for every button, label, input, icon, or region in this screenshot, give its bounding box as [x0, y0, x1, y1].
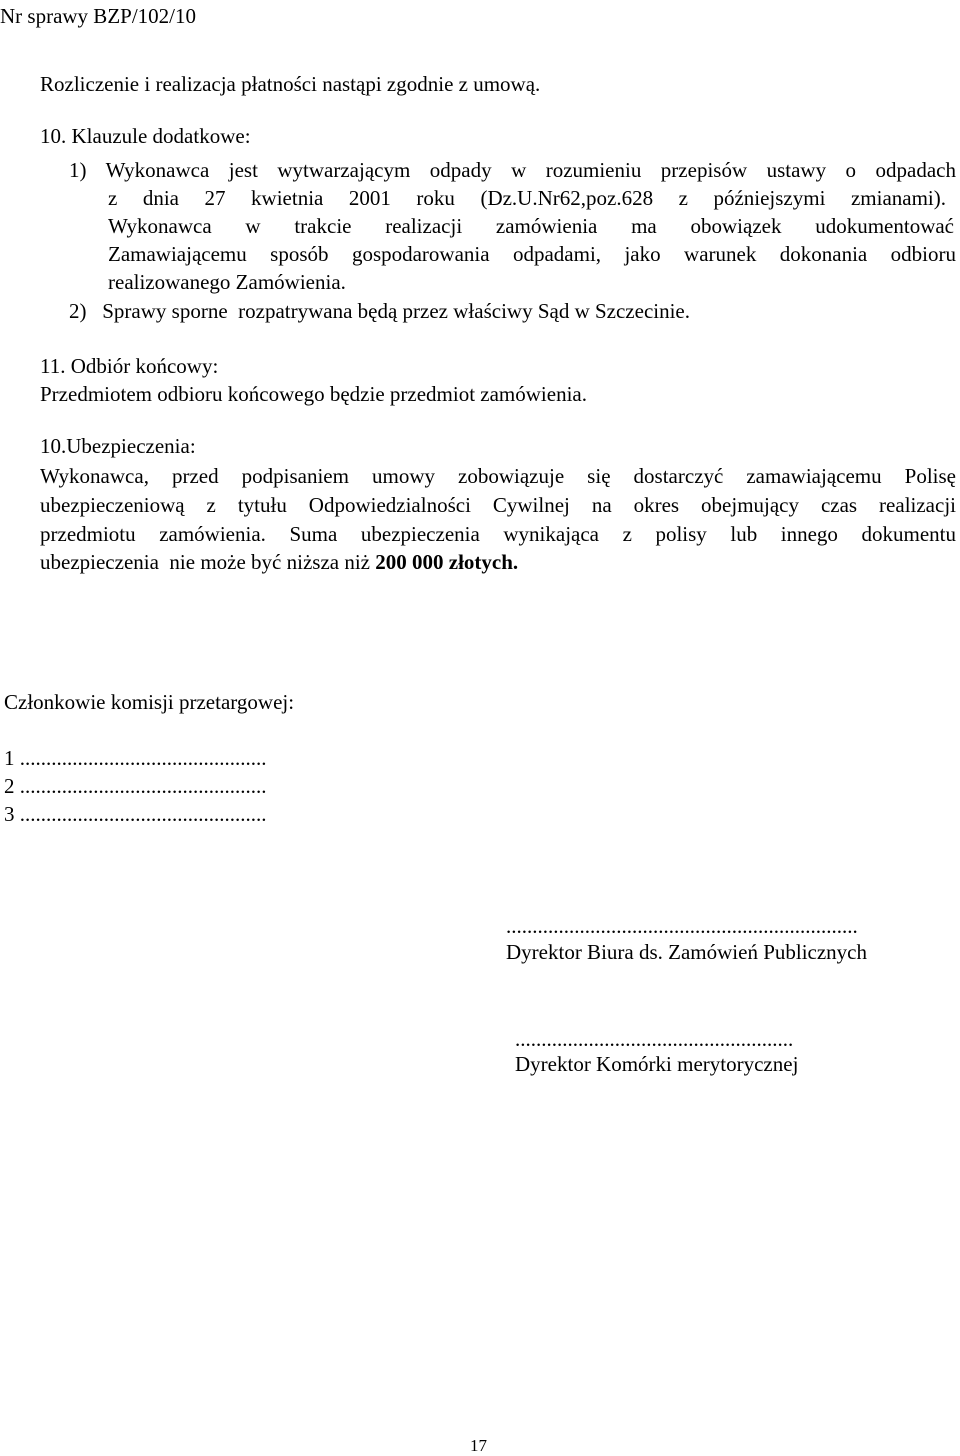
committee-member-2: 2 ...............................................	[4, 774, 267, 798]
signature-line-unit: .....................................................	[515, 1027, 794, 1051]
case-number-header: Nr sprawy BZP/102/10	[0, 4, 196, 28]
insurance-line-3: przedmiotu zamówienia. Suma ubezpieczenia wynikająca z polisy lub innego dokumentu	[40, 522, 956, 546]
section-10-item-2: 2) Sprawy sporne rozpatrywana będą przez właściwy Sąd w Szczecinie.	[69, 299, 691, 323]
insurance-amount: 200 000 złotych.	[375, 550, 519, 574]
settlement-paragraph: Rozliczenie i realizacja płatności nastąpi zgodnie z umową.	[40, 72, 541, 96]
committee-member-1: 1 ...............................................	[4, 746, 267, 770]
insurance-limit-text: ubezpieczenia nie może być niższa niż	[40, 550, 376, 574]
section-10-heading: 10. Klauzule dodatkowe:	[40, 124, 251, 148]
director-unit-title: Dyrektor Komórki merytorycznej	[515, 1052, 799, 1076]
signature-line-procurement: ...................................................................	[506, 914, 858, 938]
insurance-heading: 10.Ubezpieczenia:	[40, 434, 196, 458]
page-number: 17	[470, 1436, 487, 1455]
section-10-item-1-line-4: Zamawiającemu sposób gospodarowania odpadami, jako warunek dokonania odbioru	[108, 242, 956, 266]
section-10-item-1-line-3: Wykonawca w trakcie realizacji zamówienia ma obowiązek udokumentować	[108, 214, 954, 238]
insurance-line-1: Wykonawca, przed podpisaniem umowy zobowiązuje się dostarczyć zamawiającemu Polisę	[40, 464, 956, 488]
section-10-item-1-line-1: 1) Wykonawca jest wytwarzającym odpady w rozumieniu przepisów ustawy o odpadach	[69, 158, 956, 182]
section-10-item-1-line-2: z dnia 27 kwietnia 2001 roku (Dz.U.Nr62,poz.628 z późniejszymi zmianami).	[108, 186, 946, 210]
section-10-item-1-line-5: realizowanego Zamówienia.	[108, 270, 346, 294]
section-11-body: Przedmiotem odbioru końcowego będzie przedmiot zamówienia.	[40, 382, 587, 406]
committee-heading: Członkowie komisji przetargowej:	[4, 690, 295, 714]
committee-member-3: 3 ...............................................	[4, 802, 267, 826]
insurance-line-2: ubezpieczeniową z tytułu Odpowiedzialności Cywilnej na okres obejmujący czas realizacji	[40, 493, 956, 517]
section-11-heading: 11. Odbiór końcowy:	[40, 354, 219, 378]
director-procurement-title: Dyrektor Biura ds. Zamówień Publicznych	[506, 940, 867, 964]
insurance-line-4	[40, 548, 518, 576]
